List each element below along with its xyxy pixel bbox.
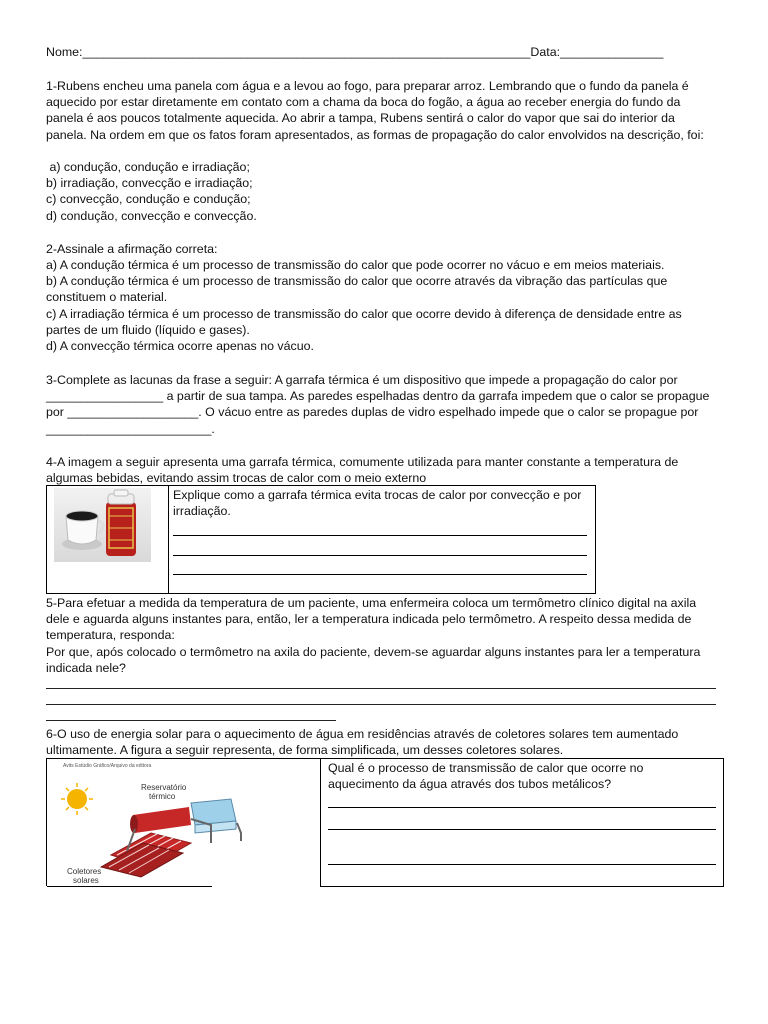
answer-line-1[interactable] <box>173 535 587 536</box>
figure-credit: Avits Estúdio Gráfico/Arquivo da editora <box>63 763 152 769</box>
question-1-text: 1-Rubens encheu uma panela com água e a levou ao fogo, para preparar arroz. Lembrando que o fundo da panela é aquecido por estar diretamente em contato com a chama da boca do fogão, a água ao receber energia do fundo da panela é aos poucos totalmente aquecida. Ao abrir a tampa, Rubens sentirá o calor do vapor que sai do interior da panela. Na ordem em que os fatos foram apresentados, as formas de propagação do calor envolvidos na descrição, foi: <box>46 79 704 142</box>
question-1 <box>46 78 718 143</box>
answer-line-3[interactable] <box>173 574 587 575</box>
header-name-date: Nome:_________________________________________________________________Data:_______________ <box>46 45 664 59</box>
table-divider <box>320 759 321 886</box>
option-b: b) irradiação, convecção e irradiação; <box>46 176 253 191</box>
answer-line-3[interactable] <box>46 720 336 721</box>
table-divider <box>168 486 169 593</box>
option-a: a) condução, condução e irradiação; <box>46 160 250 174</box>
option-d: d) condução, convecção e convecção. <box>46 208 257 223</box>
question-5 <box>46 595 718 644</box>
question-2-options <box>46 257 718 354</box>
option-c: c) convecção, condução e condução; <box>46 192 251 207</box>
option-a: a) A condução térmica é um processo de transmissão do calor que pode ocorrer no vácuo e em meios materiais. <box>46 258 665 272</box>
question-3-text: 3-Complete as lacunas da frase a seguir: A garrafa térmica é um dispositivo que impede a propagação do calor por _________________ a partir de sua tampa. As paredes espelhadas dentro da garrafa impedem que o calor se propague por ___________________. O vácuo entre as paredes duplas de vidro espelhado impede que o calor se propague por ________________________. <box>46 373 710 436</box>
question-6-prompt: Qual é o processo de transmissão de calor que ocorre no aquecimento da água através dos tubos metálicos? <box>328 761 644 792</box>
solar-collector-image <box>61 763 301 883</box>
collectors-label: Coletores <box>67 867 102 876</box>
question-6-text: 6-O uso de energia solar para o aquecimento de água em residências através de coletores solares tem aumentado ultimamente. A figura a seguir representa, de forma simplificada, um desses coletores solares. <box>46 727 679 758</box>
question-5-prompt: Por que, após colocado o termômetro na axila do paciente, devem-se aguardar alguns instantes para ler a temperatura indicada nele? <box>46 645 701 676</box>
question-5-text: 5-Para efetuar a medida da temperatura de um paciente, uma enfermeira coloca um termômetro clínico digital na axila dele e aguarda alguns instantes para, então, ler a temperatura indicada pelo termômetro. A respeito dessa medida de temperatura, responda: <box>46 596 697 643</box>
question-4-text: 4-A imagem a seguir apresenta uma garrafa térmica, comumente utilizada para manter constante a temperatura de algumas bebidas, evitando assim trocas de calor com o meio externo <box>46 455 679 486</box>
question-6 <box>46 726 718 758</box>
question-1-options <box>46 159 718 224</box>
collectors-label-2: solares <box>73 876 99 885</box>
table-bottom-border <box>320 886 724 887</box>
question-3 <box>46 372 718 437</box>
question-4 <box>46 454 718 486</box>
reservoir-label: Reservatório <box>141 783 187 792</box>
answer-line-3[interactable] <box>328 864 716 865</box>
water-tank <box>191 799 236 833</box>
answer-line-2[interactable] <box>173 555 587 556</box>
question-6-table <box>46 758 724 886</box>
answer-line-1[interactable] <box>46 688 716 689</box>
question-4-table <box>46 485 596 594</box>
answer-line-1[interactable] <box>328 807 716 808</box>
thermos-illustration <box>54 488 151 562</box>
solar-diagram <box>61 763 301 883</box>
answer-line-2[interactable] <box>46 704 716 705</box>
table-bottom-border-left <box>47 886 212 887</box>
solar-collectors <box>101 833 191 877</box>
answer-line-2[interactable] <box>328 829 716 830</box>
thermos-image <box>54 488 151 562</box>
question-4-prompt: Explique como a garrafa térmica evita trocas de calor por convecção e por irradiação. <box>173 488 582 519</box>
sun-icon <box>61 783 93 815</box>
option-d: d) A convecção térmica ocorre apenas no vácuo. <box>46 339 314 354</box>
question-2-text: 2-Assinale a afirmação correta: <box>46 242 218 256</box>
option-b: b) A condução térmica é um processo de transmissão do calor que ocorre através da vibração das partículas que constituem o material. <box>46 274 668 305</box>
option-c: c) A irradiação térmica é um processo de transmissão do calor que ocorre devido à diferença de densidade entre as partes de um fluido (líquido e gases). <box>46 306 682 337</box>
question-2 <box>46 241 718 257</box>
reservoir-label-2: térmico <box>149 792 176 801</box>
thermal-reservoir <box>130 807 191 833</box>
